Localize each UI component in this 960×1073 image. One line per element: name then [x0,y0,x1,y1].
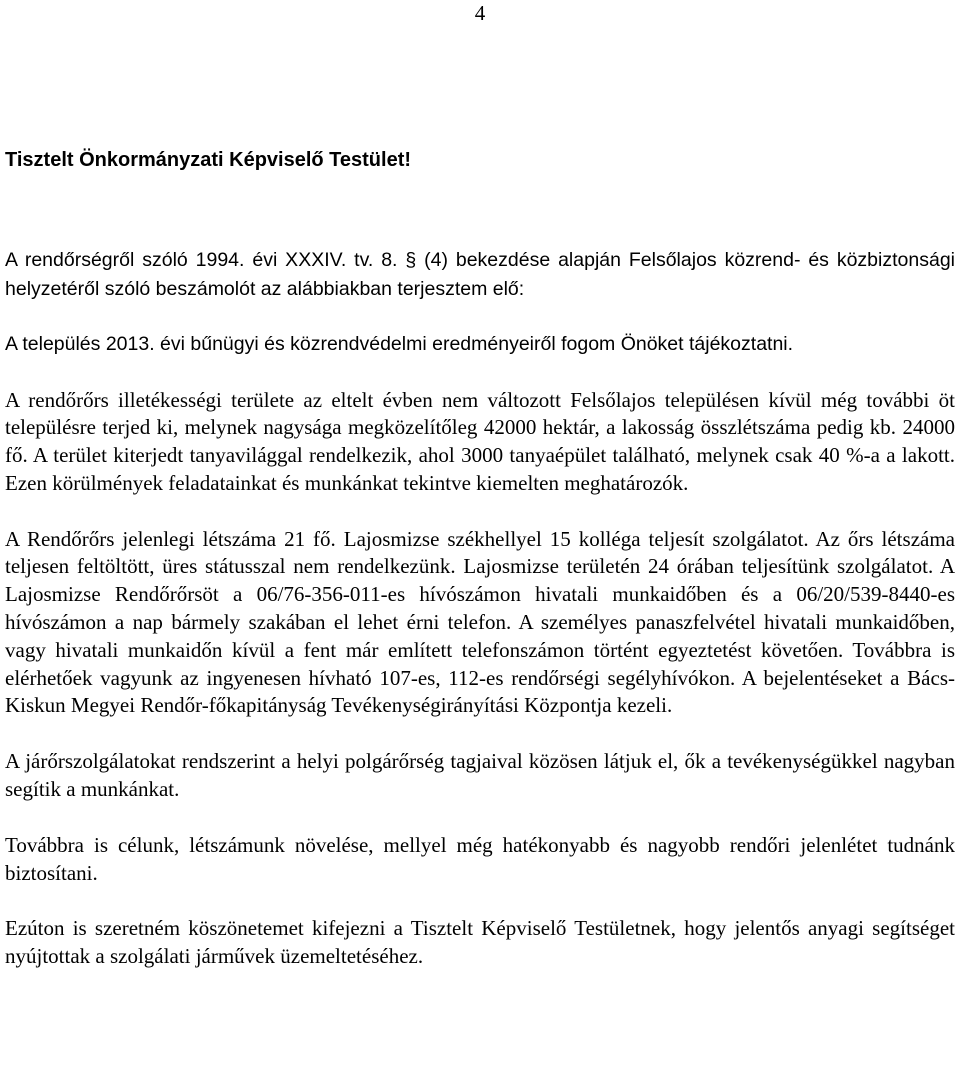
staff-paragraph: A Rendőrőrs jelenlegi létszáma 21 fő. Lajosmizse székhellyel 15 kolléga teljesít szolgálatot. Az őrs létszáma teljesen feltöltött, üres státusszal nem rendelkezünk. Lajosmizse területén 24 órában teljesítünk szolgálatot. A Lajosmizse Rendőrőrsöt a 06/76-356-011-es hívószámon hivatali munkaidőben és a 06/20/539-8440-es hívószámon a nap bármely szakában el lehet érni telefon. A személyes panaszfelvétel hivatali munkaidőben, vagy hivatali munkaidőn kívül a fent már említett telefonszámon történt egyeztetést követően. Továbbra is elérhetőek vagyunk az ingyenesen hívható 107-es, 112-es rendőrségi segélyhívókon. A bejelentéseket a Bács-Kiskun Megyei Rendőr-főkapitányság Tevékenységirányítási Központja kezeli. [5,526,955,718]
page-number: 4 [474,1,486,25]
goal-paragraph: Továbbra is célunk, létszámunk növelése, mellyel még hatékonyabb és nagyobb rendőri jelenlétet tudnánk biztosítani. [5,832,955,885]
area-paragraph: A rendőrőrs illetékességi területe az eltelt évben nem változott Felsőlajos településen kívül még további öt településre terjed ki, melynek nagysága megközelítőleg 42000 hektár, a lakosság összlétszáma pedig kb. 24000 fő. A terület kiterjedt tanyavilággal rendelkezik, ahol 3000 tanyaépület található, melynek csak 40 %-a a lakott. Ezen körülmények feladatainkat és munkánkat tekintve kiemelten meghatározók. [5,387,955,495]
thanks-paragraph: Ezúton is szeretném köszönetemet kifejezni a Tisztelt Képviselő Testületnek, hogy jelentős anyagi segítséget nyújtottak a szolgálati járművek üzemeltetéséhez. [5,916,955,969]
intro-paragraph: A rendőrségről szóló 1994. évi XXXIV. tv. 8. § (4) bekezdése alapján Felsőlajos közrend- és közbiztonsági helyzetéről szóló beszámolót az alábbiakban terjesztem elő: [5,249,955,300]
letter-body [5,146,955,971]
salutation-heading: Tisztelt Önkormányzati Képviselő Testület! [5,149,412,171]
summary-paragraph: A település 2013. évi bűnügyi és közrendvédelmi eredményeiről fogom Önöket tájékoztatni. [5,333,794,355]
patrol-paragraph: A járőrszolgálatokat rendszerint a helyi polgárőrség tagjaival közösen látjuk el, ők a tevékenységükkel nagyban segítik a munkánkat. [5,749,955,802]
